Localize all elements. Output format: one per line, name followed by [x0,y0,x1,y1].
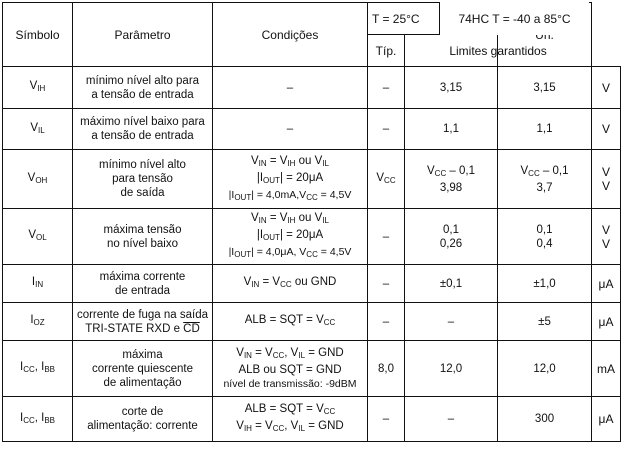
parameter-cell: corrente de fuga na saída TRI-STATE RXD e $\overline{CD}$ [73,303,213,341]
parameter-cell: mínimo nível alto para tensão de saída [73,150,213,209]
limit-range-cell: 12,0 [498,341,592,397]
table-row [3,303,621,341]
table-row [3,341,621,397]
unit-cell: V V [592,209,621,265]
table-row [3,397,621,442]
unit-cell: V [592,109,621,150]
parameter-cell: máximo nível baixo para a tensão de entrada [73,109,213,150]
conditions-cell: $V_{IN} = V_{CC}$, $V_{IL}$ = GND ALB ou SQT = GND nível de transmissão: -9dBM [213,341,368,397]
typ-cell: – [368,109,405,150]
limit-25c-cell: 3,15 [405,67,498,109]
limit-25c-cell: – [405,303,498,341]
limit-range-cell: ±5 [498,303,592,341]
limit-range-cell: 3,15 [498,67,592,109]
unit-cell: μA [592,265,621,303]
limit-25c-cell: 1,1 [405,109,498,150]
unit-cell: V V [592,150,621,209]
limit-range-cell: 300 [498,397,592,442]
table-row [3,150,621,209]
symbol-cell: $I_{CC}$, $I_{BB}$ [3,397,73,442]
symbol-cell: $V_{OH}$ [3,150,73,209]
limit-range-cell: 1,1 [498,109,592,150]
unit-cell: μA [592,397,621,442]
limit-25c-cell: 0,1 0,26 [405,209,498,265]
parameter-cell: mínimo nível alto para a tensão de entrada [73,67,213,109]
symbol-cell: $V_{IL}$ [3,109,73,150]
table-row [3,67,621,109]
conditions-cell: $V_{IN} = V_{IH}$ ou $V_{IL}$ $|I_{OUT}| = 20\mu A$ $|I_{OUT}| = 4,0mA,V_{CC} = 4,5V$ [213,150,368,209]
spec-table [2,2,621,442]
header-temp-range: 74HC T = -40 a 85°C [458,11,571,26]
symbol-cell: $I_{CC}$, $I_{BB}$ [3,341,73,397]
typ-cell: $V_{CC}$ [368,150,405,209]
conditions-cell: $V_{IN} = V_{CC}$ ou GND [213,265,368,303]
limit-25c-cell: 12,0 [405,341,498,397]
parameter-cell: máxima corrente de entrada [73,265,213,303]
header-temp-range-overlay [439,2,589,35]
limit-25c-cell: ±0,1 [405,265,498,303]
table-row [3,265,621,303]
parameter-cell: máxima corrente quiescente de alimentação [73,341,213,397]
symbol-cell: $V_{OL}$ [3,209,73,265]
limit-range-cell: 0,1 0,4 [498,209,592,265]
conditions-cell: – [213,67,368,109]
limit-25c-cell: – [405,397,498,442]
symbol-cell: $V_{IH}$ [3,67,73,109]
limit-25c-cell: $V_{CC} - 0,1$ 3,98 [405,150,498,209]
typ-cell: – [368,397,405,442]
header-guaranteed-limits: Limites garantidos [405,35,592,67]
conditions-cell: $V_{IN} = V_{IH}$ ou $V_{IL}$ $|I_{OUT}| = 20\mu A$ $|I_{OUT}| = 4,0\mu A$, $V_{CC} = 4,5V$ [213,209,368,265]
parameter-cell: máxima tensão no nível baixo [73,209,213,265]
typ-cell: – [368,303,405,341]
header-symbol: Símbolo [3,3,73,67]
table-row [3,109,621,150]
conditions-cell: ALB = SQT = $V_{CC}$ [213,303,368,341]
symbol-cell: $I_{OZ}$ [3,303,73,341]
table-row [3,209,621,265]
limit-range-cell: ±1,0 [498,265,592,303]
header-typ: Típ. [368,35,405,67]
parameter-cell: corte de alimentação: corrente [73,397,213,442]
unit-cell: V [592,67,621,109]
unit-cell: μA [592,303,621,341]
header-parameter: Parâmetro [73,3,213,67]
conditions-cell: – [213,109,368,150]
typ-cell: – [368,67,405,109]
typ-cell: – [368,265,405,303]
limit-range-cell: $V_{CC} - 0,1$ 3,7 [498,150,592,209]
header-temp-typ: T = 25°C [372,11,420,26]
spec-table-container [2,2,621,442]
unit-cell: mA [592,341,621,397]
typ-cell: 8,0 [368,341,405,397]
typ-cell: – [368,209,405,265]
conditions-cell: ALB = SQT = $V_{CC}$ $V_{IH} = V_{CC}$, $V_{IL}$ = GND [213,397,368,442]
header-conditions: Condições [213,3,368,67]
symbol-cell: $I_{IN}$ [3,265,73,303]
